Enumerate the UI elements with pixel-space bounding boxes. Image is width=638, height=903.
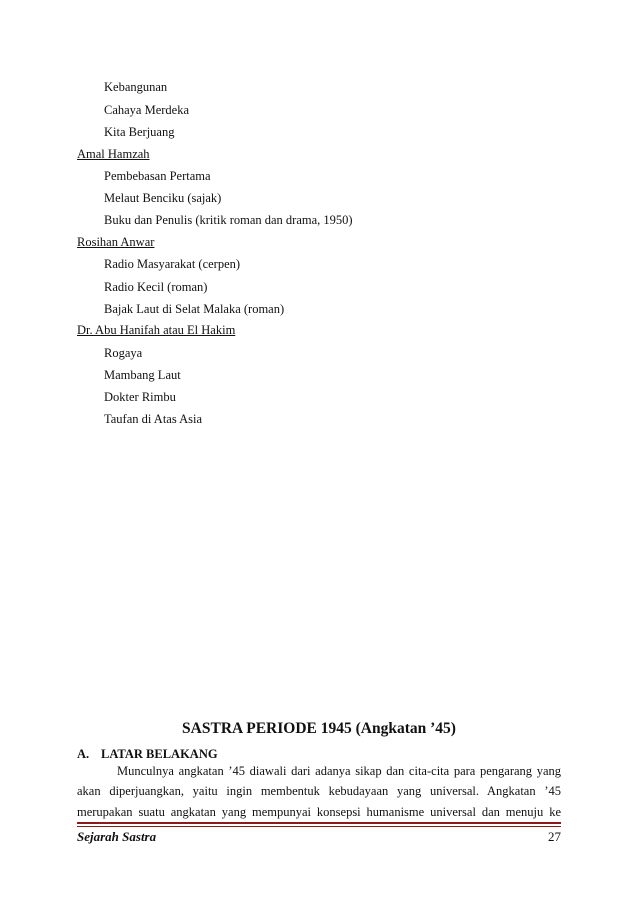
work-title: Bajak Laut di Selat Malaka (roman) (104, 302, 285, 316)
section-heading: SASTRA PERIODE 1945 (Angkatan ’45) (182, 720, 456, 737)
work-title: Kita Berjuang (104, 125, 175, 139)
footer-title: Sejarah Sastra (77, 829, 157, 844)
work-title: Buku dan Penulis (kritik roman dan drama, 1950) (104, 213, 353, 227)
author-name: Rosihan Anwar (77, 235, 155, 249)
work-title: Melaut Benciku (sajak) (104, 191, 222, 205)
paragraph-line: merupakan suatu angkatan yang mempunyai konsepsi humanisme universal dan menuju ke (77, 805, 561, 819)
work-title: Radio Kecil (roman) (104, 280, 208, 294)
subsection-title: LATAR BELAKANG (101, 747, 218, 761)
work-title: Cahaya Merdeka (104, 103, 190, 117)
work-title: Taufan di Atas Asia (104, 412, 203, 426)
work-title: Kebangunan (104, 80, 168, 94)
subsection-number: A. (77, 747, 90, 761)
work-title: Pembebasan Pertama (104, 169, 211, 183)
work-title: Dokter Rimbu (104, 390, 176, 404)
author-name: Amal Hamzah (77, 147, 150, 161)
footer-rule (77, 822, 561, 824)
work-title: Rogaya (104, 346, 143, 360)
work-title: Radio Masyarakat (cerpen) (104, 257, 241, 271)
footer-rule (77, 826, 561, 827)
work-title: Mambang Laut (104, 368, 181, 382)
page-number: 27 (548, 829, 561, 844)
paragraph-line: akan diperjuangkan, yaitu ingin membentuk kebudayaan yang universal. Angkatan ’45 (77, 784, 561, 798)
subsection-heading (77, 747, 218, 762)
author-name: Dr. Abu Hanifah atau El Hakim (77, 323, 236, 337)
paragraph-line: Munculnya angkatan ’45 diawali dari adanya sikap dan cita-cita para pengarang yang (117, 764, 561, 778)
